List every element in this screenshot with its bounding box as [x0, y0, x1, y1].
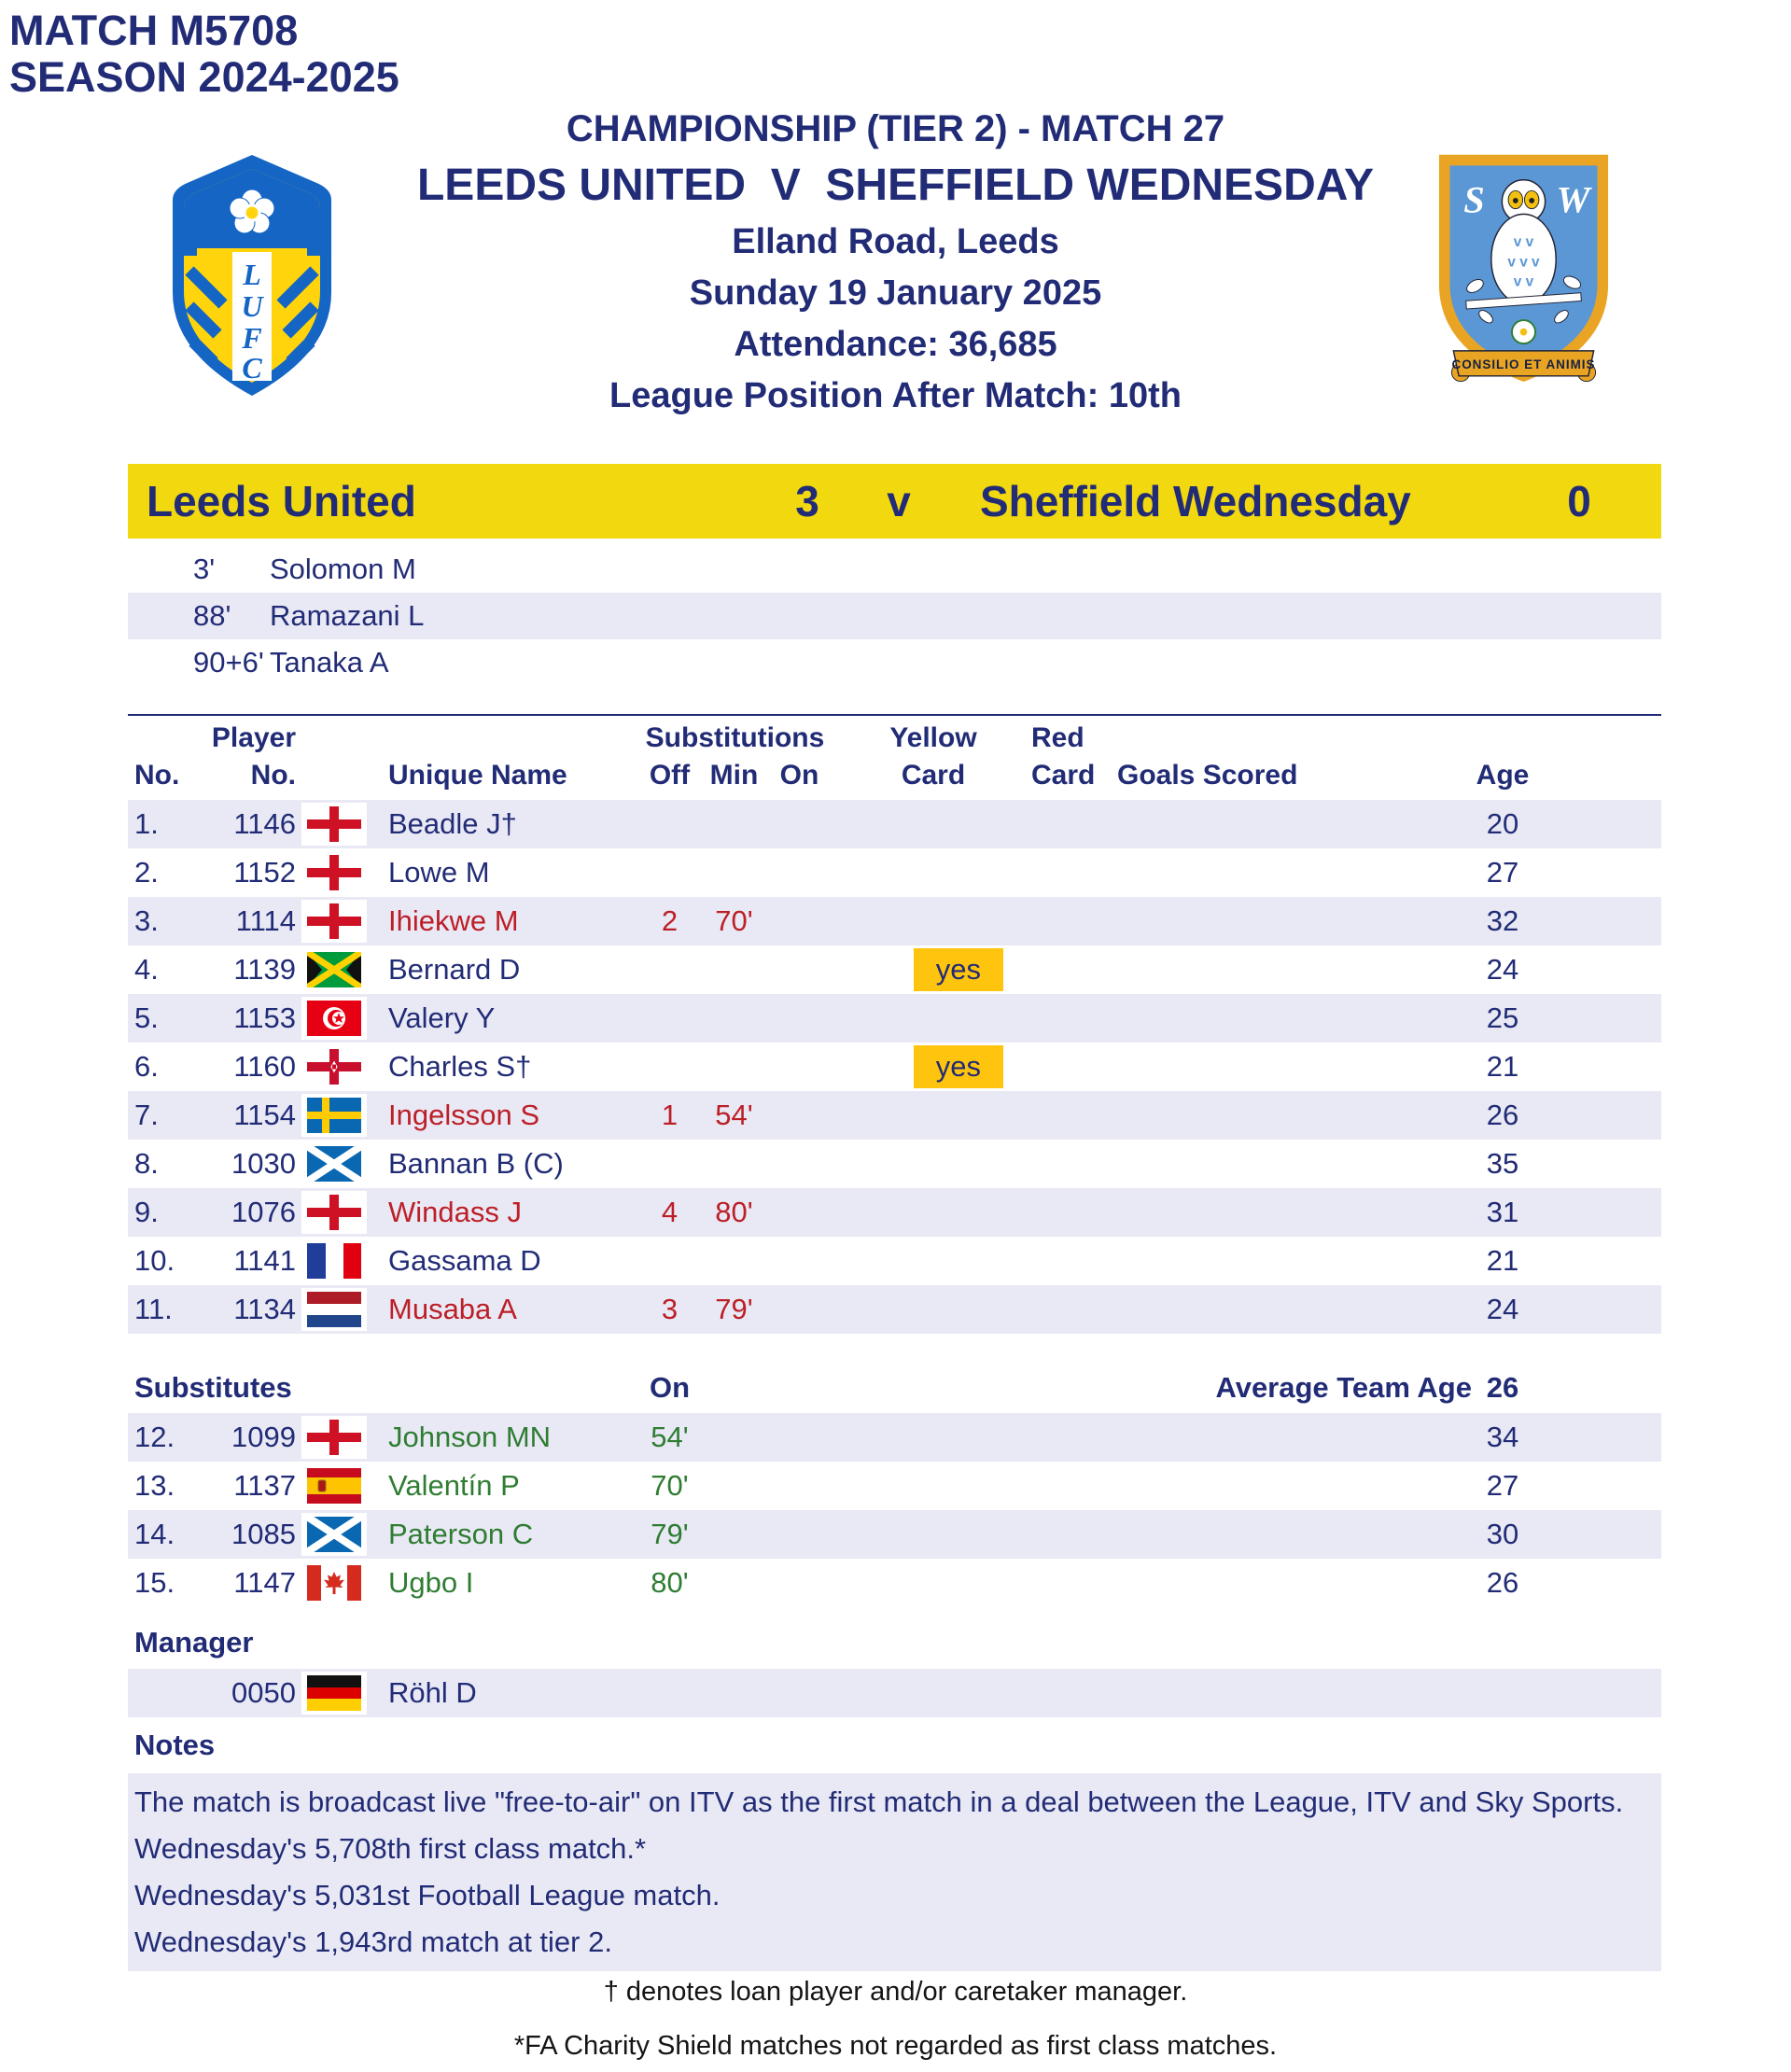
goal-event-row [128, 546, 1661, 593]
age-cell: 21 [1486, 1050, 1519, 1083]
manager-name: Röhl D [388, 1676, 477, 1709]
player-name: Lowe M [388, 856, 490, 889]
nationality-cell [299, 1561, 369, 1604]
flag-england-icon [301, 900, 367, 943]
substitutes-label: Substitutes [134, 1371, 292, 1404]
nationality-cell [299, 851, 369, 894]
goal-minute: 90+6' [193, 646, 264, 679]
sub-off-minute: 79' [651, 1518, 689, 1550]
manager-number: 0050 [231, 1676, 296, 1709]
row-number: 5. [134, 1001, 159, 1034]
age-cell: 21 [1486, 1244, 1519, 1277]
league-position-line: League Position After Match: 10th [609, 376, 1182, 415]
player-number: 1146 [233, 807, 296, 840]
row-number: 8. [134, 1147, 159, 1180]
player-number: 1085 [231, 1518, 296, 1550]
nationality-cell [299, 1288, 369, 1331]
player-name: Paterson C [388, 1518, 534, 1550]
substitute-row [128, 1462, 1661, 1510]
nationality-cell [299, 1191, 369, 1234]
leeds-united-crest-icon [154, 151, 350, 408]
row-number: 15. [134, 1566, 175, 1599]
svg-text:S: S [1463, 178, 1485, 221]
col-min: Min [709, 760, 759, 791]
goal-minute: 3' [193, 553, 216, 585]
player-name: Charles S† [388, 1050, 532, 1083]
nationality-cell [299, 1464, 369, 1507]
row-number: 14. [134, 1518, 175, 1550]
nationality-cell [299, 997, 369, 1040]
age-cell: 27 [1486, 1469, 1519, 1502]
goal-minute: 88' [193, 599, 231, 632]
col-age: Age [1476, 760, 1530, 791]
player-row [128, 897, 1661, 945]
note-line: The match is broadcast live "free-to-air" on ITV as the first match in a deal between the League, ITV and Sky Sports. [134, 1785, 1624, 1818]
player-row [128, 994, 1661, 1043]
player-name: Ingelsson S [388, 1099, 539, 1131]
flag-germany-icon [301, 1672, 367, 1715]
age-cell: 20 [1486, 807, 1519, 840]
sub-minute: 54' [715, 1099, 753, 1131]
age-cell: 24 [1486, 953, 1519, 986]
player-number: 1160 [233, 1050, 296, 1083]
lineup-table-header [128, 714, 1661, 802]
attendance-line: Attendance: 36,685 [734, 325, 1057, 364]
svg-text:U: U [241, 289, 263, 323]
starting-eleven-rows [128, 800, 1661, 1334]
age-cell: 26 [1486, 1099, 1519, 1131]
svg-text:v v: v v [1513, 273, 1534, 290]
note-line: Wednesday's 5,708th first class match.* [134, 1832, 647, 1865]
col-off: Off [649, 760, 691, 791]
player-number: 1153 [233, 1001, 296, 1034]
yellow-card-cell [835, 948, 1031, 991]
flag-tunisia-icon [301, 997, 367, 1040]
nationality-cell [299, 1045, 369, 1088]
competition-line: CHAMPIONSHIP (TIER 2) - MATCH 27 [566, 108, 1225, 149]
player-row [128, 1091, 1661, 1140]
row-number: 3. [134, 904, 159, 937]
col-unique-name: Unique Name [388, 760, 567, 791]
sub-minute: 79' [715, 1293, 753, 1325]
nationality-cell [299, 900, 369, 943]
svg-text:W: W [1556, 178, 1590, 221]
sub-off-minute: 70' [651, 1469, 689, 1502]
svg-text:L: L [243, 258, 261, 291]
col-substitutions: Substitutions [645, 722, 825, 753]
player-name: Valentín P [388, 1469, 520, 1502]
fixture-line: LEEDS UNITED V SHEFFIELD WEDNESDAY [416, 161, 1374, 210]
match-id-title: MATCH M5708 [9, 7, 299, 54]
player-name: Johnson MN [388, 1421, 552, 1453]
row-number: 4. [134, 953, 159, 986]
player-name: Musaba A [388, 1293, 517, 1325]
col-red-card: Card [1031, 760, 1096, 791]
col-yellow-top: Yellow [889, 722, 977, 753]
average-age-label: Average Team Age [1215, 1371, 1472, 1404]
age-cell: 24 [1486, 1293, 1519, 1325]
svg-text:F: F [242, 321, 262, 355]
note-line: Wednesday's 5,031st Football League match. [134, 1879, 721, 1911]
flag-england-icon [301, 851, 367, 894]
score-separator: v [887, 477, 911, 525]
notes-label: Notes [134, 1729, 216, 1761]
player-name: Windass J [388, 1196, 522, 1228]
player-number: 1147 [233, 1566, 296, 1599]
age-cell: 35 [1486, 1147, 1519, 1180]
player-row [128, 1188, 1661, 1237]
sub-minute: 70' [715, 904, 753, 937]
sub-off-minute: 1 [661, 1099, 679, 1131]
report-titles [9, 7, 399, 102]
player-number: 1114 [235, 904, 296, 937]
player-row [128, 945, 1661, 994]
sub-off-minute: 4 [661, 1196, 679, 1228]
row-number: 7. [134, 1099, 159, 1131]
svg-text:C: C [242, 351, 262, 385]
age-cell: 30 [1486, 1518, 1519, 1550]
flag-england-icon [301, 1416, 367, 1459]
nationality-cell [299, 1094, 369, 1137]
player-number: 1099 [231, 1421, 296, 1453]
yellow-card-badge: yes [914, 948, 1003, 991]
player-number: 1154 [233, 1099, 296, 1131]
col-goals-scored: Goals Scored [1117, 760, 1298, 791]
svg-text:v v: v v [1513, 234, 1534, 251]
goal-event-row [128, 639, 1661, 686]
goal-events-list [128, 546, 1661, 686]
player-name: Bannan B (C) [388, 1147, 564, 1180]
manager-row [128, 1669, 1661, 1717]
flag-scotland-icon [301, 1142, 367, 1185]
player-name: Valery Y [388, 1001, 496, 1034]
col-red-top: Red [1031, 722, 1084, 753]
player-name: Ugbo I [388, 1566, 474, 1599]
notes-block [128, 1773, 1661, 1971]
col-no: No. [134, 760, 180, 791]
footnote-loan: † denotes loan player and/or caretaker manager. [603, 1977, 1188, 2007]
sub-off-minute: 80' [651, 1566, 689, 1599]
flag-jamaica-icon [301, 948, 367, 991]
substitutes-header-row [128, 1365, 1661, 1411]
col-on: On [779, 760, 819, 791]
row-number: 10. [134, 1244, 175, 1277]
player-number: 1030 [231, 1147, 296, 1180]
age-cell: 34 [1486, 1421, 1519, 1453]
flag-canada-icon [301, 1561, 367, 1604]
season-title: SEASON 2024-2025 [9, 53, 399, 102]
age-cell: 25 [1486, 1001, 1519, 1034]
goal-scorer: Ramazani L [270, 599, 425, 632]
flag-scotland-icon [301, 1513, 367, 1556]
goal-scorer: Solomon M [270, 553, 416, 585]
nationality-cell [299, 1142, 369, 1185]
scoreline-bar [128, 464, 1661, 539]
sheffield-wednesday-crest-icon [1433, 149, 1615, 401]
flag-england-icon [301, 803, 367, 846]
subs-on-header: On [649, 1371, 691, 1404]
row-number: 13. [134, 1469, 175, 1502]
player-number: 1134 [233, 1293, 296, 1325]
nationality-cell [299, 803, 369, 846]
flag-england-icon [301, 1191, 367, 1234]
substitute-row [128, 1413, 1661, 1462]
nationality-cell [299, 1513, 369, 1556]
player-row [128, 800, 1661, 848]
note-line: Wednesday's 1,943rd match at tier 2. [134, 1925, 612, 1958]
venue-line: Elland Road, Leeds [732, 222, 1059, 261]
svg-text:v v v: v v v [1507, 254, 1540, 271]
col-yellow-card: Card [901, 760, 966, 791]
average-age-value: 26 [1486, 1371, 1519, 1404]
manager-label: Manager [134, 1626, 254, 1659]
player-name: Ihiekwe M [388, 904, 519, 937]
age-cell: 27 [1486, 856, 1519, 889]
row-number: 1. [134, 807, 159, 840]
nationality-cell [299, 948, 369, 991]
flag-sweden-icon [301, 1094, 367, 1137]
sub-minute: 80' [715, 1196, 753, 1228]
home-team-name: Leeds United [147, 477, 416, 525]
flag-northern-ireland-icon [301, 1045, 367, 1088]
row-number: 11. [134, 1293, 173, 1325]
goal-scorer: Tanaka A [270, 646, 389, 679]
player-row [128, 1237, 1661, 1285]
sub-off-minute: 54' [651, 1421, 689, 1453]
age-cell: 31 [1486, 1196, 1519, 1228]
substitute-row [128, 1559, 1661, 1607]
player-row [128, 1285, 1661, 1334]
row-number: 2. [134, 856, 159, 889]
player-name: Beadle J† [388, 807, 517, 840]
away-score: 0 [1567, 477, 1591, 525]
row-number: 6. [134, 1050, 159, 1083]
sub-off-minute: 2 [661, 904, 679, 937]
nationality-cell [299, 1672, 369, 1715]
nationality-cell [299, 1416, 369, 1459]
col-player-no: No. [250, 760, 296, 791]
row-number: 9. [134, 1196, 159, 1228]
away-team-name: Sheffield Wednesday [980, 477, 1411, 525]
age-cell: 26 [1486, 1566, 1519, 1599]
nationality-cell [299, 1239, 369, 1282]
player-number: 1141 [233, 1244, 296, 1277]
footnote-charity-shield: *FA Charity Shield matches not regarded as first class matches. [513, 2031, 1278, 2061]
manager-data-row [128, 1669, 1661, 1717]
goal-event-row [128, 593, 1661, 639]
player-row [128, 848, 1661, 897]
substitute-rows [128, 1413, 1661, 1607]
yellow-card-cell [835, 1045, 1031, 1088]
row-number: 12. [134, 1421, 175, 1453]
age-cell: 32 [1486, 904, 1519, 937]
player-number: 1076 [231, 1196, 296, 1228]
player-name: Bernard D [388, 953, 521, 986]
player-name: Gassama D [388, 1244, 541, 1277]
substitute-row [128, 1510, 1661, 1559]
player-number: 1137 [233, 1469, 296, 1502]
date-line: Sunday 19 January 2025 [689, 273, 1102, 313]
home-score: 3 [795, 477, 819, 525]
svg-text:CONSILIO ET ANIMIS: CONSILIO ET ANIMIS [1451, 357, 1596, 372]
player-number: 1152 [233, 856, 296, 889]
yellow-card-badge: yes [914, 1045, 1003, 1088]
player-number: 1139 [233, 953, 296, 986]
player-row [128, 1140, 1661, 1188]
flag-france-icon [301, 1239, 367, 1282]
col-player-top: Player [211, 722, 296, 753]
sub-off-minute: 3 [661, 1293, 679, 1325]
flag-spain-icon [301, 1464, 367, 1507]
player-row [128, 1043, 1661, 1091]
flag-netherlands-icon [301, 1288, 367, 1331]
